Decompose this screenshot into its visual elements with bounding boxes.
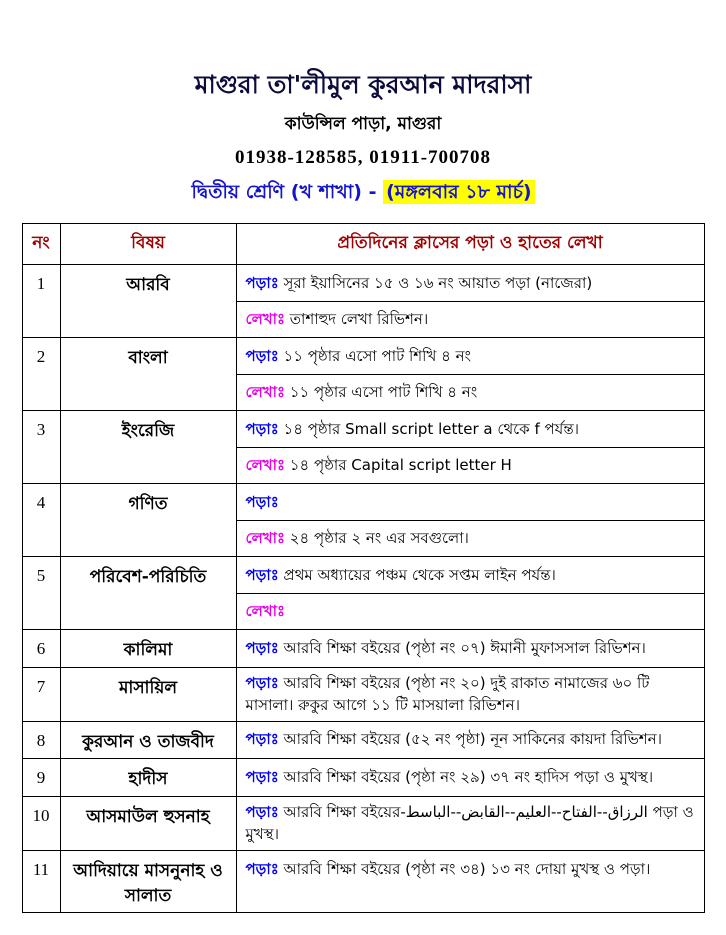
class-section-label: দ্বিতীয় শ্রেণি (খ শাখা) - (191, 181, 384, 203)
lesson-line (246, 801, 695, 846)
subject-name: আদিয়ায়ে মাসনুনাহ ও সালাত (60, 850, 236, 912)
col-header-no: নং (22, 224, 60, 265)
table-row (22, 630, 704, 668)
subject-name: ইংরেজি (60, 411, 236, 484)
pora-label: পড়াঃ (245, 419, 279, 438)
lesson-line (246, 272, 593, 295)
lekha-label: লেখাঃ (245, 529, 285, 548)
subject-name: বাংলা (60, 338, 236, 411)
lesson-line (246, 564, 556, 587)
pora-label: পড়াঃ (245, 730, 279, 749)
lesson-line (246, 766, 654, 789)
lekha-label: লেখাঃ (245, 602, 285, 621)
lessons-cell (236, 338, 704, 411)
pora-text: আরবি শিক্ষা বইয়ের (পৃষ্ঠা নং ৩৪) ১৩ নং দোয়া মুখস্থ ও পড়া। (278, 859, 651, 878)
row-number: 1 (22, 265, 60, 338)
lesson-line (246, 527, 469, 550)
lesson-lekha-cell (237, 447, 704, 483)
lesson-lekha-cell (237, 520, 704, 556)
lessons-cell (236, 796, 704, 850)
row-number: 3 (22, 411, 60, 484)
lessons-cell (236, 850, 704, 912)
lesson-pora-cell (237, 484, 704, 520)
lesson-pora-cell (237, 722, 704, 758)
lekha-text: ২৪ পৃষ্ঠার ২ নং এর সবগুলো। (284, 529, 469, 548)
pora-text: প্রথম অধ্যায়ের পঞ্চম থেকে সপ্তম লাইন পর্যন্ত। (278, 565, 556, 584)
table-row (22, 557, 704, 630)
pora-label: পড়াঃ (245, 565, 279, 584)
table-row (22, 850, 704, 912)
lesson-table (22, 223, 705, 913)
lesson-pora-cell (237, 797, 704, 850)
lessons-cell (236, 557, 704, 630)
lesson-lekha-cell (237, 374, 704, 410)
class-section-line (0, 178, 726, 210)
subject-name: পরিবেশ-পরিচিতি (60, 557, 236, 630)
row-number: 5 (22, 557, 60, 630)
lesson-line (246, 672, 695, 717)
lesson-pora-cell (237, 557, 704, 593)
pora-label: পড়াঃ (245, 802, 279, 821)
lekha-text: ১৪ পৃষ্ঠার Capital script letter H (284, 456, 512, 475)
row-number: 7 (22, 667, 60, 721)
row-number: 11 (22, 850, 60, 912)
lesson-line (246, 381, 478, 404)
lesson-line (246, 728, 662, 751)
lessons-cell (236, 759, 704, 797)
lesson-pora-cell (237, 630, 704, 666)
row-number: 4 (22, 484, 60, 557)
pora-text: ১১ পৃষ্ঠার এসো পাট শিখি ৪ নং (278, 346, 472, 365)
pora-label: পড়াঃ (245, 492, 279, 511)
pora-text: সূরা ইয়াসিনের ১৫ ও ১৬ নং আয়াত পড়া (নাজেরা) (278, 273, 593, 292)
col-header-lessons: প্রতিদিনের ক্লাসের পড়া ও হাতের লেখা (236, 224, 704, 265)
table-row (22, 759, 704, 797)
lessons-cell (236, 265, 704, 338)
lekha-label: লেখাঃ (245, 310, 285, 329)
pora-text: আরবি শিক্ষা বইয়ের (পৃষ্ঠা নং ২৯) ৩৭ নং হাদিস পড়া ও মুখস্থ। (278, 768, 654, 787)
phone-numbers: 01938-128585, 01911-700708 (234, 147, 492, 168)
pora-text: আরবি শিক্ষা বইয়ের (পৃষ্ঠা নং ২০) দুই রাকাত নামাজের ৬০ টি মাসালা। রুকুর আগে ১১ টি মাসয়ালা রিভিশন। (245, 673, 650, 715)
lekha-label: লেখাঃ (245, 456, 285, 475)
subject-name: কালিমা (60, 630, 236, 668)
pora-text: আরবি শিক্ষা বইয়ের-الرزاق--الفتاح--العليم--القابض--الباسط পড়া ও মুখস্থ। (245, 802, 694, 844)
subject-name: আসমাউল হুসনাহ (60, 796, 236, 850)
lessons-cell (236, 667, 704, 721)
table-row (22, 796, 704, 850)
table-header-row (22, 224, 704, 265)
pora-label: পড়াঃ (245, 273, 279, 292)
lesson-line (246, 418, 580, 441)
lesson-pora-cell (237, 851, 704, 887)
row-number: 10 (22, 796, 60, 850)
date-highlight: (মঙ্গলবার ১৮ মার্চ) (383, 180, 534, 204)
lesson-line (246, 491, 279, 514)
pora-label: পড়াঃ (245, 859, 279, 878)
lesson-lekha-cell (237, 301, 704, 337)
lesson-line (246, 858, 651, 881)
lekha-label: লেখাঃ (245, 383, 285, 402)
subject-name: আরবি (60, 265, 236, 338)
subject-name: মাসায়িল (60, 667, 236, 721)
lesson-lekha-cell (237, 593, 704, 629)
lessons-cell (236, 630, 704, 668)
lekha-text: তাশাহুদ লেখা রিভিশন। (284, 310, 429, 329)
lesson-pora-cell (237, 759, 704, 795)
table-row (22, 265, 704, 338)
lesson-pora-cell (237, 338, 704, 374)
table-row (22, 667, 704, 721)
lesson-pora-cell (237, 668, 704, 721)
table-row (22, 411, 704, 484)
sheet-header (0, 0, 726, 210)
lesson-line (246, 345, 472, 368)
subject-name: কুরআন ও তাজবীদ (60, 721, 236, 759)
pora-text: আরবি শিক্ষা বইয়ের (পৃষ্ঠা নং ০৭) ঈমানী মুফাসসাল রিভিশন। (278, 638, 646, 657)
table-row (22, 338, 704, 411)
row-number: 2 (22, 338, 60, 411)
row-number: 9 (22, 759, 60, 797)
pora-label: পড়াঃ (245, 638, 279, 657)
subject-name: হাদীস (60, 759, 236, 797)
table-row (22, 721, 704, 759)
lesson-line (246, 454, 512, 477)
lessons-cell (236, 721, 704, 759)
lesson-pora-cell (237, 265, 704, 301)
pora-text: আরবি শিক্ষা বইয়ের (৫২ নং পৃষ্ঠা) নূন সাকিনের কায়দা রিভিশন। (278, 730, 662, 749)
lessons-cell (236, 411, 704, 484)
row-number: 6 (22, 630, 60, 668)
lessons-cell (236, 484, 704, 557)
col-header-subject: বিষয় (60, 224, 236, 265)
lesson-line (246, 637, 646, 660)
row-number: 8 (22, 721, 60, 759)
pora-text: ১৪ পৃষ্ঠার Small script letter a থেকে f পর্যন্ত। (278, 419, 580, 438)
pora-label: পড়াঃ (245, 346, 279, 365)
lesson-table-body (22, 265, 704, 913)
table-row (22, 484, 704, 557)
pora-label: পড়াঃ (245, 673, 279, 692)
pora-label: পড়াঃ (245, 768, 279, 787)
lesson-line (246, 600, 285, 623)
subject-name: গণিত (60, 484, 236, 557)
lesson-line (246, 308, 429, 331)
madrasa-title: মাগুরা তা'লীমুল কুরআন মাদরাসা (194, 70, 532, 99)
madrasa-address: কাউন্সিল পাড়া, মাগুরা (284, 114, 442, 134)
lesson-pora-cell (237, 411, 704, 447)
lekha-text: ১১ পৃষ্ঠার এসো পাট শিখি ৪ নং (284, 383, 478, 402)
